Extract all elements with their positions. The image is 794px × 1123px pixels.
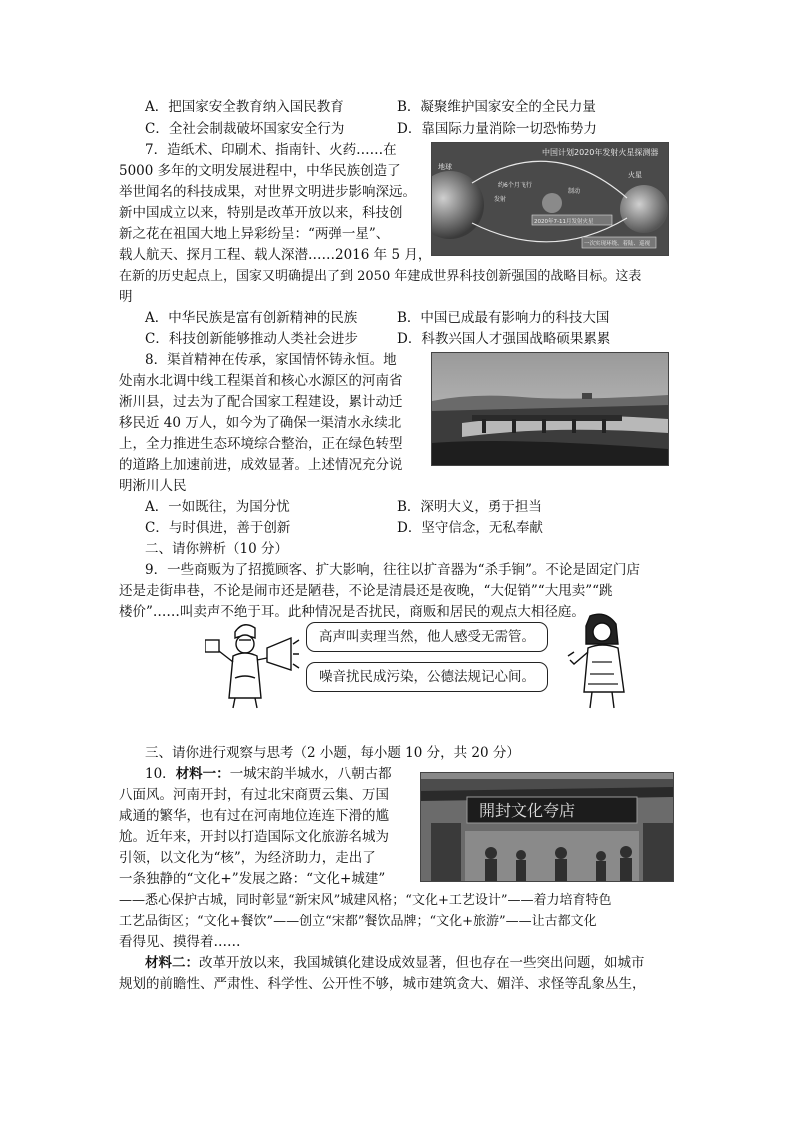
q6-option-c: C．全社会制裁破坏国家安全行为 xyxy=(145,121,345,137)
mars-probe-diagram xyxy=(432,143,668,255)
q7-option-a: A．中华民族是富有创新精神的民族 xyxy=(145,310,358,326)
material-1-line: 八面风。河南开封，有过北宋商贾云集、万国 xyxy=(119,787,389,803)
q7-option-c: C．科技创新能够推动人类社会进步 xyxy=(145,331,358,347)
vendor-cartoon xyxy=(205,618,300,710)
resident-woman-icon xyxy=(566,612,632,710)
mars-probe-image xyxy=(431,142,669,256)
material-1-label: 材料一： xyxy=(175,766,230,782)
q6-option-a: A．把国家安全教育纳入国民教育 xyxy=(145,99,344,115)
material-1-line: 一城宋韵半城水，八朝古都 xyxy=(229,766,392,782)
q6-option-d: D．靠国际力量消除一切恐怖势力 xyxy=(397,121,597,137)
q6-option-b: B．凝聚维护国家安全的全民力量 xyxy=(397,99,596,115)
material-1-line: 工艺品街区；“文化+餐饮”——创立“宋都”餐饮品牌；“文化+旅游”——让古都文化 xyxy=(119,914,597,929)
material-1-line: 尬。近年来，开封以打造国际文化旅游名城为 xyxy=(119,829,389,845)
canal-photo xyxy=(431,352,669,466)
q8-line: 上，全力推进生态环境综合整治，正在绿色转型 xyxy=(119,436,403,452)
brake-label: 制动 xyxy=(568,188,581,195)
material-1-line: 咸通的繁华，也有过在河南地位连连下滑的尴 xyxy=(119,808,389,824)
launch-label: 发射 xyxy=(494,196,507,203)
material-2-label: 材料二： xyxy=(145,955,199,971)
mars-probe-title: 中国计划2020年发射火星探测器 xyxy=(542,148,659,157)
canal-photo-drawing xyxy=(432,353,668,465)
q7-option-d: D．科教兴国人才强国战略硕果累累 xyxy=(397,331,611,347)
resident-cartoon xyxy=(566,612,632,710)
kaifeng-sign-text: 開封文化夸店 xyxy=(479,801,576,820)
flight-label: 约6个月飞行 xyxy=(498,182,532,189)
q7-line: 新中国成立以来，特别是改革开放以来，科技创 xyxy=(119,205,403,221)
q8-line: 8．渠首精神在传承，家国情怀铸永恒。地 xyxy=(145,352,397,368)
q10-number: 10． xyxy=(145,766,176,782)
section-3-heading: 三、请你进行观察与思考（2 小题，每小题 10 分，共 20 分） xyxy=(145,745,520,761)
mars-label: 火星 xyxy=(628,171,642,179)
q8-option-b: B．深明大义，勇于担当 xyxy=(397,499,542,515)
q9-line: 9．一些商贩为了招揽顾客、扩大影响，往往以扩音器为“杀手锏”。不论是固定门店 xyxy=(145,562,640,578)
q7-line: 举世闻名的科技成果，对世界文明进步影响深远。 xyxy=(119,184,416,200)
q9-line: 楼价”……叫卖声不绝于耳。此种情况是否扰民，商贩和居民的观点大相径庭。 xyxy=(119,604,585,620)
launch-window-label: 2020年7-11月发射火星 xyxy=(534,219,594,225)
material-2-line: 规划的前瞻性、严肃性、科学性、公开性不够，城市建筑贪大、媚洋、求怪等乱象丛生， xyxy=(119,976,646,992)
q10-line-1 xyxy=(145,764,392,785)
q7-option-b: B．中国已成最有影响力的科技大国 xyxy=(397,310,610,326)
q9-line: 还是走街串巷，不论是闹市还是陋巷，不论是清晨还是夜晚，“大促销”“大甩卖”“跳 xyxy=(119,583,613,599)
earth-label: 地球 xyxy=(438,163,452,171)
q7-line: 载人航天、探月工程、载人深潜……2016 年 5 月， xyxy=(119,247,432,263)
material-1-line: 看得见、摸得着…… xyxy=(119,934,241,950)
material-1-line: 一条独静的“文化+”发展之路：“文化+城建” xyxy=(119,871,386,887)
q8-line: 移民近 40 万人，如今为了确保一渠清水永续北 xyxy=(119,415,402,431)
q8-option-c: C．与时俱进，善于创新 xyxy=(145,520,291,536)
material-1-line: 引领，以文化为“核”，为经济助力，走出了 xyxy=(119,850,376,866)
q8-line: 淅川县，过去为了配合国家工程建设，累计动迁 xyxy=(119,394,403,410)
q8-line: 明淅川人民 xyxy=(119,478,187,494)
q8-option-d: D．坚守信念，无私奉献 xyxy=(397,520,543,536)
kaifeng-culture-photo xyxy=(420,772,674,882)
q7-line: 在新的历史起点上，国家又明确提出了到 2050 年建成世界科技创新强国的战略目标。这表 xyxy=(119,269,642,284)
material-2-line-1 xyxy=(145,953,645,974)
vendor-speech-bubble: 高声叫卖理当然，他人感受无需管。 xyxy=(306,622,548,652)
mission-label: 一次实现环绕、着陆、巡视 xyxy=(584,241,651,247)
section-2-heading: 二、请你辨析（10 分） xyxy=(145,541,288,557)
material-2-line: 改革开放以来，我国城镇化建设成效显著，但也存在一些突出问题，如城市 xyxy=(199,955,645,971)
q8-option-a: A．一如既往，为国分忧 xyxy=(145,499,290,515)
q8-line: 处南水北调中线工程渠首和核心水源区的河南省 xyxy=(119,373,403,389)
kaifeng-gate-drawing xyxy=(421,773,673,881)
resident-speech-bubble: 噪音扰民成污染，公德法规记心间。 xyxy=(306,662,548,692)
q7-line: 明 xyxy=(119,289,133,305)
material-1-line: ——悉心保护古城，同时彰显“新宋风”城建风格；“文化+工艺设计”——着力培育特色 xyxy=(119,893,612,908)
q7-line: 7．造纸术、印刷术、指南针、火药……在 xyxy=(145,142,397,158)
q8-line: 的道路上加速前进，成效显著。上述情况充分说 xyxy=(119,457,403,473)
vendor-with-megaphone-icon xyxy=(205,618,300,710)
q7-line: 5000 多年的文明发展进程中，中华民族创造了 xyxy=(119,163,401,179)
q7-line: 新之花在祖国大地上异彩纷呈：“两弹一星”、 xyxy=(119,226,390,242)
